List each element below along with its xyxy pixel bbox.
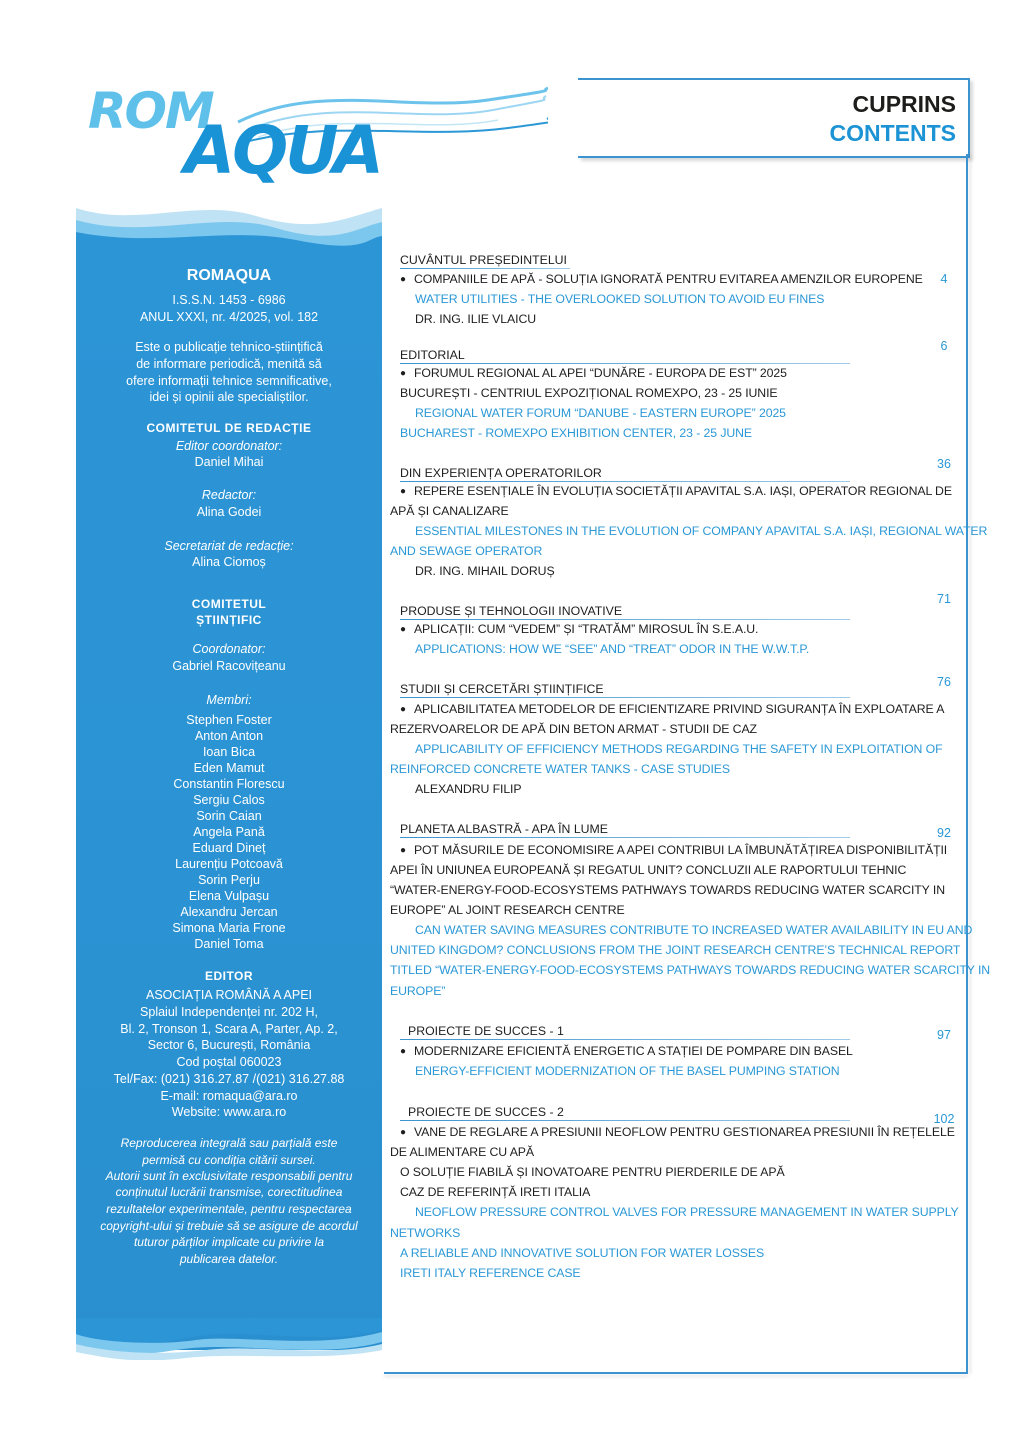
title-contents: CONTENTS: [829, 120, 956, 146]
member-name: Stephen Foster: [186, 713, 272, 727]
logo-rom-text: ROM: [88, 82, 213, 140]
editor-name: Alina Godei: [196, 505, 262, 519]
members-label: Membri:: [206, 693, 252, 707]
member-name: Simona Maria Frone: [172, 921, 286, 935]
toc-entry-author: DR. ING. ILIE VLAICU: [415, 312, 536, 326]
toc-section-rule: [400, 619, 850, 620]
toc-page-number: 36: [937, 457, 951, 471]
sidebar-description-line: idei și opinii ale specialiștilor.: [149, 390, 309, 404]
toc-entry-ro: ● APLICABILITATEA METODELOR DE EFICIENTIZARE PRIVIND SIGURANȚA ÎN EXPLOATARE A: [400, 702, 945, 716]
publisher-line: Splaiul Independenței nr. 202 H,: [140, 1005, 318, 1019]
toc-entry-ro: “WATER-ENERGY-FOOD-ECOSYSTEMS PATHWAYS TOWARDS REDUCING WATER SCARCITY IN: [390, 883, 945, 897]
toc-entry-ro: APĂ ȘI CANALIZARE: [390, 504, 509, 518]
toc-entry-ro: CAZ DE REFERINȚĂ IRETI ITALIA: [400, 1185, 591, 1199]
coordinator-name: Daniel Mihai: [194, 455, 264, 469]
toc-entry-ro: O SOLUȚIE FIABILĂ ȘI INOVATOARE PENTRU PIERDERILE DE APĂ: [400, 1165, 785, 1179]
member-name: Elena Vulpașu: [188, 889, 270, 903]
member-name: Ioan Bica: [202, 745, 256, 759]
toc-entry-author: ALEXANDRU FILIP: [415, 782, 522, 796]
toc-section-title: EDITORIAL: [400, 348, 465, 362]
toc-entry-ro: ● APLICAȚII: CUM “VEDEM” ȘI “TRATĂM” MIROSUL ÎN S.E.A.U.: [400, 622, 759, 636]
editorial-committee-heading: COMITETUL DE REDACȚIE: [146, 421, 312, 435]
toc-page-number: 4: [940, 272, 948, 286]
bullet-icon: ●: [400, 486, 406, 497]
toc-page-number: 71: [937, 592, 951, 606]
disclaimer-line: rezultatelor experimentale, pentru respectarea: [106, 1202, 352, 1216]
toc-entry-en: REINFORCED CONCRETE WATER TANKS - CASE STUDIES: [390, 762, 730, 776]
sci-coordinator-name: Gabriel Racovițeanu: [172, 659, 286, 673]
disclaimer-line: tuturor părților implicate cu privire la: [133, 1235, 325, 1249]
toc-section-rule: [400, 837, 850, 838]
bullet-icon: ●: [400, 1046, 406, 1057]
toc-entry-ro: ● COMPANIILE DE APĂ - SOLUȚIA IGNORATĂ PENTRU EVITAREA AMENZILOR EUROPENE: [400, 272, 923, 286]
disclaimer-line: copyright-ului și trebuie să se asigure de acordul: [100, 1219, 358, 1233]
sci-coordinator-label: Coordonator:: [192, 642, 266, 656]
toc-entry-en: APPLICABILITY OF EFFICIENCY METHODS REGARDING THE SAFETY IN EXPLOITATION OF: [415, 742, 943, 756]
toc-page-number: 76: [937, 675, 951, 689]
publisher-line: ASOCIAȚIA ROMÂNĂ A APEI: [145, 988, 313, 1002]
publisher-email: E-mail: romaqua@ara.ro: [160, 1089, 298, 1103]
contents-header: [578, 78, 970, 158]
toc-entry-en: UNITED KINGDOM? CONCLUSIONS FROM THE JOINT RESEARCH CENTRE’S TECHNICAL REPORT: [390, 943, 961, 957]
toc-entry-ro: ● VANE DE REGLARE A PRESIUNII NEOFLOW PENTRU GESTIONAREA PRESIUNII ÎN REȚELELE: [400, 1125, 955, 1139]
member-name: Sorin Perju: [198, 873, 260, 887]
toc-entry-en: ENERGY-EFFICIENT MODERNIZATION OF THE BASEL PUMPING STATION: [415, 1064, 840, 1078]
member-name: Laurențiu Potcoavă: [175, 857, 283, 871]
sidebar-bottom-wave-icon: [76, 1318, 382, 1360]
toc-entry-ro: EUROPE” AL JOINT RESEARCH CENTRE: [390, 903, 625, 917]
secretariat-name: Alina Ciomoș: [192, 555, 266, 569]
toc-entry-en: REGIONAL WATER FORUM “DANUBE - EASTERN EUROPE” 2025: [415, 406, 786, 420]
scientific-committee-heading: COMITETUL: [191, 597, 267, 611]
publisher-phone: Tel/Fax: (021) 316.27.87 /(021) 316.27.88: [113, 1072, 345, 1086]
toc-section-title: CUVÂNTUL PREȘEDINTELUI: [400, 253, 567, 267]
romaqua-logo: [88, 82, 548, 192]
member-name: Anton Anton: [194, 729, 264, 743]
toc-entry-en: NETWORKS: [390, 1226, 461, 1240]
toc-page-number: 6: [940, 339, 948, 353]
toc-entry-ro: ● POT MĂSURILE DE ECONOMISIRE A APEI CONTRIBUI LA ÎMBUNĂTĂȚIREA DISPONIBILITĂȚII: [400, 843, 948, 857]
frame-right-border: [966, 154, 968, 1374]
bullet-icon: ●: [400, 624, 406, 635]
publisher-line: Cod poștal 060023: [176, 1055, 282, 1069]
bullet-icon: ●: [400, 368, 406, 379]
toc-entry-en: EUROPE”: [390, 984, 446, 998]
toc-entry-en: A RELIABLE AND INNOVATIVE SOLUTION FOR WATER LOSSES: [400, 1246, 765, 1260]
toc-section-rule: [400, 481, 850, 482]
toc-entry-en: APPLICATIONS: HOW WE “SEE” AND “TREAT” ODOR IN THE W.W.T.P.: [415, 642, 810, 656]
toc-entry-ro: ● MODERNIZARE EFICIENTĂ ENERGETIC A STAȚIEI DE POMPARE DIN BASEL: [400, 1044, 853, 1058]
toc-entry-en: ESSENTIAL MILESTONES IN THE EVOLUTION OF COMPANY APAVITAL S.A. IAȘI, REGIONAL WATER: [415, 524, 988, 538]
toc-section-title: PLANETA ALBASTRĂ - APA ÎN LUME: [400, 822, 608, 836]
sidebar-description-line: Este o publicație tehnico-științifică: [135, 340, 323, 354]
toc-section-rule: [400, 1120, 850, 1121]
toc-entry-ro: ● FORUMUL REGIONAL AL APEI “DUNĂRE - EUROPA DE EST” 2025: [400, 366, 787, 380]
toc-entry-en: NEOFLOW PRESSURE CONTROL VALVES FOR PRESSURE MANAGEMENT IN WATER SUPPLY: [415, 1205, 959, 1219]
toc-section-title: DIN EXPERIENȚA OPERATORILOR: [400, 466, 602, 480]
scientific-committee-heading: ȘTIINȚIFIC: [196, 613, 262, 627]
sidebar-description-line: de informare periodică, menită să: [136, 357, 322, 371]
toc-section-title: STUDII ȘI CERCETĂRI ȘTIINȚIFICE: [400, 682, 604, 696]
title-cuprins: CUPRINS: [852, 91, 956, 117]
sidebar-issue: ANUL XXXI, nr. 4/2025, vol. 182: [139, 310, 319, 324]
toc-entry-en: BUCHAREST - ROMEXPO EXHIBITION CENTER, 23 - 25 JUNE: [400, 426, 753, 440]
toc-section-title: PROIECTE DE SUCCES - 2: [408, 1105, 564, 1119]
publisher-line: Sector 6, București, România: [147, 1038, 311, 1052]
bullet-icon: ●: [400, 704, 406, 715]
toc-section-rule: [400, 363, 850, 364]
member-name: Sergiu Calos: [193, 793, 265, 807]
toc-page-number: 97: [937, 1028, 951, 1042]
secretariat-label: Secretariat de redacție:: [164, 539, 294, 553]
member-name: Daniel Toma: [194, 937, 264, 951]
toc-page-number: 92: [937, 826, 951, 840]
toc-entry-en: WATER UTILITIES - THE OVERLOOKED SOLUTION TO AVOID EU FINES: [415, 292, 825, 306]
sidebar-description-line: ofere informații tehnice semnificative,: [126, 374, 332, 388]
bullet-icon: ●: [400, 845, 406, 856]
member-name: Eden Mamut: [193, 761, 265, 775]
bullet-icon: ●: [400, 1127, 406, 1138]
frame-bottom-border: [384, 1372, 968, 1374]
toc-page-number: 102: [933, 1112, 955, 1126]
toc-entry-author: DR. ING. MIHAIL DORUȘ: [415, 564, 555, 578]
bullet-icon: ●: [400, 274, 406, 285]
member-name: Constantin Florescu: [173, 777, 285, 791]
toc-entry-en: AND SEWAGE OPERATOR: [390, 544, 543, 558]
publisher-website: Website: www.ara.ro: [171, 1105, 287, 1119]
toc-section-title: PROIECTE DE SUCCES - 1: [408, 1024, 564, 1038]
editor-label: Redactor:: [201, 488, 257, 502]
toc-section-rule: [400, 1039, 850, 1040]
toc-section-rule: [400, 268, 570, 269]
sidebar-top-wave-icon: [76, 198, 382, 250]
toc-entry-ro: REZERVOARELOR DE APĂ DIN BETON ARMAT - STUDII DE CAZ: [390, 722, 757, 736]
publisher-line: Bl. 2, Tronson 1, Scara A, Parter, Ap. 2,: [120, 1022, 338, 1036]
member-name: Sorin Caian: [196, 809, 262, 823]
masthead-sidebar: [76, 246, 382, 1350]
toc-entry-en: CAN WATER SAVING MEASURES CONTRIBUTE TO INCREASED WATER AVAILABILITY IN EU AND: [415, 923, 973, 937]
toc-entry-ro: APEI ÎN UNIUNEA EUROPEANĂ ȘI REGATUL UNIT? CONCLUZII ALE RAPORTULUI TEHNIC: [390, 863, 907, 877]
logo-aqua-text: AQUA: [184, 112, 381, 189]
toc-entry-ro: BUCUREȘTI - CENTRIUL EXPOZIȚIONAL ROMEXPO, 23 - 25 IUNIE: [400, 386, 778, 400]
toc-entry-ro: DE ALIMENTARE CU APĂ: [390, 1145, 535, 1159]
toc-section-rule: [400, 697, 850, 698]
disclaimer-line: permisă cu condiția citării sursei.: [142, 1153, 316, 1167]
publisher-heading: EDITOR: [204, 969, 254, 983]
coordinator-label: Editor coordonator:: [175, 439, 283, 453]
sidebar-issn: I.S.S.N. 1453 - 6986: [172, 293, 286, 307]
toc-entry-ro: ● REPERE ESENȚIALE ÎN EVOLUȚIA SOCIETĂȚII APAVITAL S.A. IAȘI, OPERATOR REGIONAL DE: [400, 484, 952, 498]
sidebar-title: ROMAQUA: [186, 267, 272, 284]
toc-entry-en: TITLED “WATER-ENERGY-FOOD-ECOSYSTEMS PATHWAYS TOWARDS REDUCING WATER SCARCITY IN: [390, 963, 991, 977]
member-name: Eduard Dineț: [192, 841, 266, 855]
disclaimer-line: publicarea datelor.: [179, 1252, 279, 1266]
disclaimer-line: Reproducerea integrală sau parțială este: [120, 1136, 338, 1150]
disclaimer-line: Autorii sunt în exclusivitate responsabili pentru: [105, 1169, 353, 1183]
toc-section-title: PRODUSE ȘI TEHNOLOGII INOVATIVE: [400, 604, 623, 618]
member-name: Alexandru Jercan: [180, 905, 278, 919]
member-name: Angela Pană: [193, 825, 265, 839]
disclaimer-line: conținutul lucrării transmise, corectitudinea: [115, 1185, 343, 1199]
toc-entry-en: IRETI ITALY REFERENCE CASE: [400, 1266, 581, 1280]
